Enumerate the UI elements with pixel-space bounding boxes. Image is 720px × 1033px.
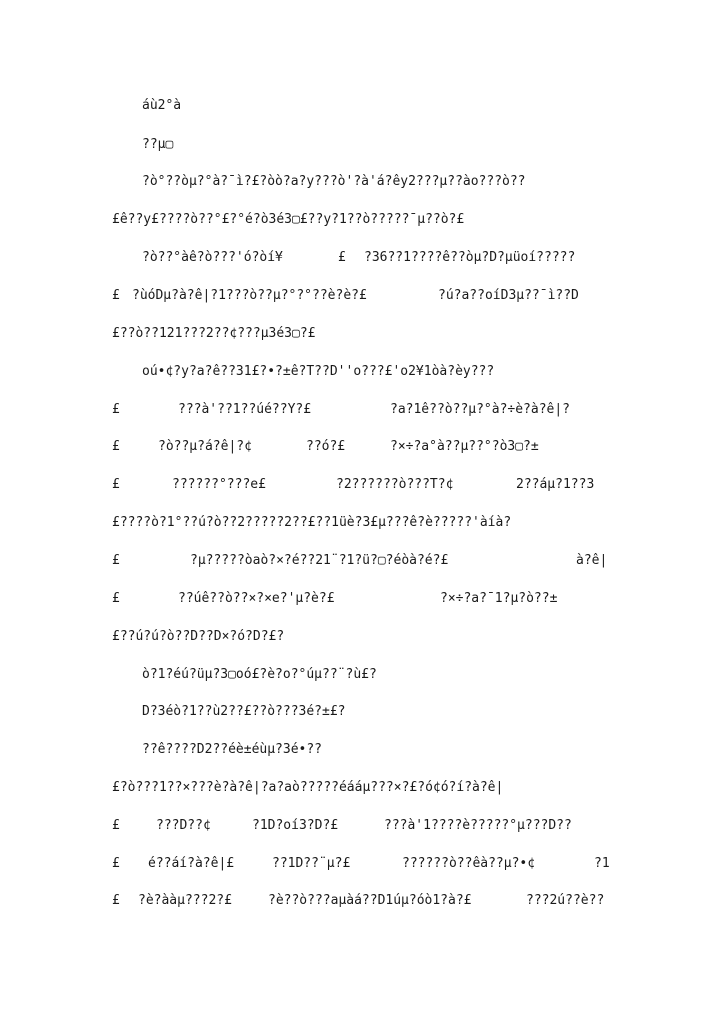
text-line-17	[0, 700, 720, 724]
text-line-12	[0, 511, 720, 535]
text-line-13	[0, 549, 720, 573]
text-segment: £	[112, 591, 120, 606]
text-segment: é??áí?à?ê|£	[148, 856, 235, 871]
text-line-9	[0, 398, 720, 422]
text-segment: ???à'1????è?????°μ???D??	[384, 818, 572, 833]
text-segment: ??μ▢	[142, 137, 174, 152]
text-segment: ?è?ààμ???2?£	[138, 893, 232, 908]
text-line-20	[0, 814, 720, 838]
text-segment: ?a?1ê??ò??μ?°à?÷è?à?ê|?	[390, 402, 571, 417]
text-segment: £	[112, 893, 120, 908]
text-segment: ??ó?£	[306, 439, 346, 454]
text-segment: ?2??????ò???T?¢	[336, 477, 454, 492]
text-line-22	[0, 889, 720, 913]
text-line-3	[0, 170, 720, 194]
text-segment: ?36??1????ê??òμ?D?μüoí?????	[364, 250, 576, 265]
text-segment: £??ú?ú?ò??D??D×?ó?D?£?	[112, 629, 285, 644]
text-line-8	[0, 360, 720, 384]
text-segment: £??ò??121???2??¢???μ3é3▢?£	[112, 326, 316, 341]
text-segment: ??úê??ò??×?×e?'μ?è?£	[178, 591, 335, 606]
text-line-1	[0, 94, 720, 118]
text-segment: £????ò?1°??ú?ò??2?????2??£??1üè?3£μ???ê?è?????'àíà?	[112, 515, 512, 530]
text-segment: ?ò°??òμ?°à?¯ì?£?òò?a?y???ò'?à'á?êy2???μ??ào???ò??	[142, 174, 526, 189]
text-segment: ??????°???e£	[172, 477, 266, 492]
text-segment: ?è??ò???aμàá??D1úμ?óò1?à?£	[268, 893, 472, 908]
text-segment: ??????ò??êà??μ?•¢	[402, 856, 536, 871]
text-segment: 2??áμ?1??3	[516, 477, 595, 492]
text-segment: ?×÷?a?¯1?μ?ò??±	[440, 591, 558, 606]
text-line-11	[0, 473, 720, 497]
text-line-10	[0, 435, 720, 459]
text-segment: £	[112, 477, 120, 492]
text-segment: ???à'??1??úé??Y?£	[178, 402, 312, 417]
text-segment: ?ú?a??oíD3μ??¯ì??D	[438, 288, 579, 303]
text-segment: £	[112, 288, 120, 303]
text-line-2	[0, 133, 720, 157]
text-segment: ???D??¢	[156, 818, 211, 833]
text-segment: ?ò??°àê?ò???'ó?òí¥	[142, 250, 283, 265]
text-segment: D?3éò?1??ù2??£??ò???3é?±£?	[142, 704, 346, 719]
text-line-7	[0, 322, 720, 346]
text-line-16	[0, 663, 720, 687]
text-segment: £	[112, 439, 120, 454]
text-segment: £	[112, 818, 120, 833]
text-segment: ?ò??μ?á?ê|?¢	[158, 439, 252, 454]
text-segment: £	[112, 402, 120, 417]
text-segment: £	[338, 250, 346, 265]
text-segment: £ê??y£????ò??°£?°é?ò3é3▢£??y?1??ò?????¯μ??ò?£	[112, 212, 465, 227]
text-segment: ?μ?????òaò?×?é??21¨?1?ü?▢?éòà?é?£	[190, 553, 449, 568]
text-line-15	[0, 625, 720, 649]
text-line-14	[0, 587, 720, 611]
text-line-4	[0, 208, 720, 232]
text-segment: ??1D??¨μ?£	[272, 856, 351, 871]
text-line-18	[0, 738, 720, 762]
text-segment: ?×÷?a°à??μ??°?ò3▢?±	[390, 439, 539, 454]
text-line-21	[0, 852, 720, 876]
text-segment: ?1	[594, 856, 610, 871]
text-line-19	[0, 776, 720, 800]
text-segment: £	[112, 553, 120, 568]
text-segment: áù2°à	[142, 98, 182, 113]
text-line-5	[0, 246, 720, 270]
text-segment: ??ê????D2??éè±éùμ?3é•??	[142, 742, 323, 757]
text-segment: à?ê|	[576, 553, 608, 568]
text-segment: £	[112, 856, 120, 871]
text-segment: oú•¢?y?a?ê??31£?•?±ê?T??D''o???£'o2¥1òà?èy???	[142, 364, 495, 379]
text-segment: ?1D?oí3?D?£	[252, 818, 339, 833]
text-line-6	[0, 284, 720, 308]
text-segment: ???2ú??è??	[526, 893, 605, 908]
text-segment: £?ò???1??×???è?à?ê|?a?aò?????éááμ???×?£?ó¢ó?í?à?ê|	[112, 780, 504, 795]
text-segment: ò?1?éú?üμ?3▢oó£?è?o?°úμ??¨?ù£?	[142, 667, 377, 682]
text-segment: ?ùóDμ?à?ê|?1???ò??μ?°?°??è?è?£	[132, 288, 367, 303]
